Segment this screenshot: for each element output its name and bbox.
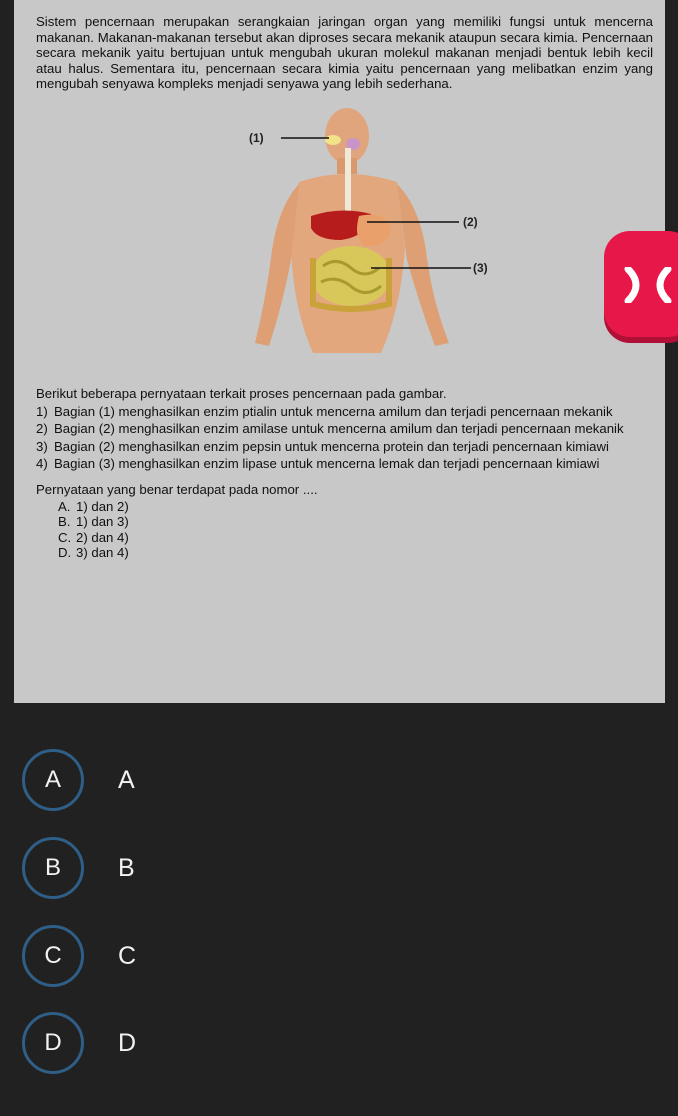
answer-letter-circle[interactable]: D (22, 1012, 84, 1074)
statement-number: 4) (36, 456, 48, 472)
answer-option-d[interactable] (22, 1005, 136, 1081)
statement-number: 2) (36, 421, 48, 437)
statement-number: 1) (36, 403, 48, 419)
answer-letter-circle[interactable]: C (22, 925, 84, 987)
answer-letter-circle[interactable]: A (22, 749, 84, 811)
question-prompt: Pernyataan yang benar terdapat pada nomor .... (36, 481, 318, 497)
question-option (58, 545, 653, 561)
option-text: 1) dan 3) (76, 514, 129, 530)
statement-item (36, 421, 653, 437)
option-text: 1) dan 2) (76, 498, 129, 514)
statements-title: Berikut beberapa pernyataan terkait proses pencernaan pada gambar. (36, 385, 447, 401)
answer-option-a[interactable] (22, 742, 135, 818)
option-letter: A. (58, 498, 71, 514)
figure-label-3: (3) (473, 260, 488, 275)
statement-item (36, 404, 653, 420)
question-card (14, 0, 665, 703)
statement-text: Bagian (2) menghasilkan enzim pepsin untuk mencerna protein dan terjadi pencernaan kimiawi (54, 438, 609, 454)
option-letter: B. (58, 514, 71, 530)
option-text: 2) dan 4) (76, 529, 129, 545)
statement-text: Bagian (1) menghasilkan enzim ptialin untuk mencerna amilum dan terjadi pencernaan mekanik (54, 403, 613, 419)
body-illustration (241, 98, 501, 378)
answer-text[interactable]: C (118, 941, 137, 970)
question-option (58, 514, 653, 530)
option-text: 3) dan 4) (76, 545, 129, 561)
statement-item (36, 439, 653, 455)
answer-text[interactable]: D (118, 1028, 137, 1057)
statement-number: 3) (36, 438, 48, 454)
question-intro: Sistem pencernaan merupakan serangkaian jaringan organ yang memiliki fungsi untuk mencerna makanan. Makanan-makanan tersebut akan diproses secara mekanik ataupun secara kimia. Pencernaan secara mekanik yaitu bertujuan untuk mengubah ukuran molekul makanan menjadi bentuk lebih kecil atau halus. Sementara itu, pencernaan secara kimia yaitu pencernaan yang melibatkan enzim yang mengubah senyawa kompleks menjadi senyawa yang lebih sederhana. (36, 14, 653, 92)
floating-close-button[interactable] (604, 231, 678, 337)
figure-label-1: (1) (249, 130, 264, 145)
answer-option-c[interactable] (22, 918, 136, 994)
figure-label-2: (2) (463, 214, 478, 229)
statement-item (36, 456, 653, 472)
question-option (58, 530, 653, 546)
answer-text[interactable]: B (118, 853, 135, 882)
answer-option-b[interactable] (22, 830, 135, 906)
statement-text: Bagian (3) menghasilkan enzim lipase untuk mencerna lemak dan terjadi pencernaan kimiawi (54, 456, 600, 472)
close-x-icon (624, 267, 672, 303)
statement-text: Bagian (2) menghasilkan enzim amilase untuk mencerna amilum dan terjadi pencernaan mekanik (54, 421, 624, 437)
digestive-system-figure (241, 98, 501, 378)
question-option (58, 499, 653, 515)
answer-text[interactable]: A (118, 765, 135, 794)
option-letter: C. (58, 529, 72, 545)
answer-letter-circle[interactable]: B (22, 837, 84, 899)
option-letter: D. (58, 545, 72, 561)
